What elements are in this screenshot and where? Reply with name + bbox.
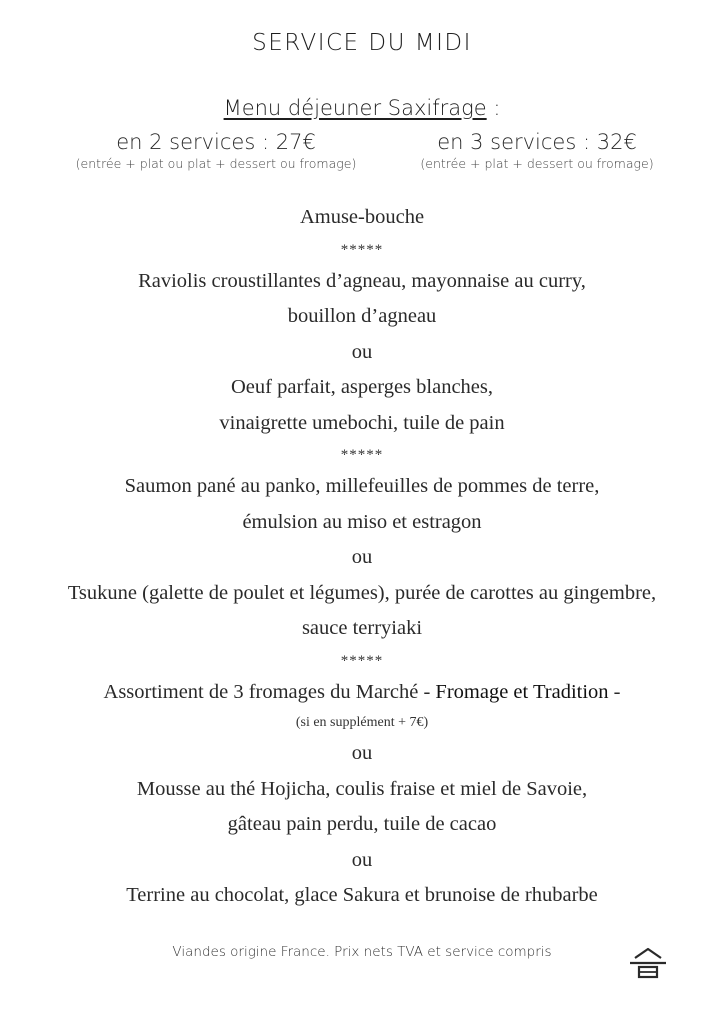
- separator: *****: [340, 241, 384, 258]
- dessert-2: Terrine au chocolat, glace Sakura et brunoise de rhubarbe: [126, 884, 598, 906]
- or-divider: ou: [351, 848, 373, 871]
- cheese-prefix: Assortiment de 3 fromages du Marché -: [103, 680, 436, 703]
- cheese-line: [0, 675, 724, 711]
- starter-1-line-1: Raviolis croustillantes d’agneau, mayonnaise au curry,: [138, 269, 586, 292]
- main-2-line-2: sauce terryiaki: [301, 617, 423, 639]
- main-2-line-1: Tsukune (galette de poulet et légumes), purée de carottes au gingembre,: [67, 581, 657, 604]
- menu-heading-suffix: :: [486, 96, 501, 120]
- main-1-line-1: Saumon pané au panko, millefeuilles de pommes de terre,: [124, 475, 600, 497]
- starter-2-line-2: vinaigrette umebochi, tuile de pain: [219, 411, 505, 434]
- page-title: SERVICE DU MIDI: [252, 30, 472, 56]
- menu-name: Menu déjeuner Saxifrage: [223, 96, 487, 120]
- starter-1-line-2: bouillon d’agneau: [287, 305, 437, 327]
- separator: *****: [340, 447, 384, 463]
- amuse-bouche: Amuse-bouche: [299, 206, 425, 228]
- courses-list: [0, 200, 724, 914]
- menu-heading: [0, 96, 724, 120]
- or-divider: ou: [351, 546, 373, 568]
- footer-note: Viandes origine France. Prix nets TVA et service compris: [172, 944, 552, 960]
- formula-price: en 2 services : 27€: [116, 130, 316, 154]
- formula-3-services: [392, 130, 682, 171]
- house-logo-icon: [628, 946, 668, 980]
- separator: *****: [340, 652, 384, 669]
- cheese-supplement: (si en supplément + 7€): [295, 715, 429, 730]
- formula-detail: (entrée + plat ou plat + dessert ou fromage): [75, 156, 357, 171]
- or-divider: ou: [351, 742, 373, 764]
- formula-2-services: [46, 130, 386, 171]
- starter-2-line-1: Oeuf parfait, asperges blanches,: [230, 376, 494, 398]
- formula-detail: (entrée + plat + dessert ou fromage): [420, 156, 654, 171]
- dessert-1-line-2: gâteau pain perdu, tuile de cacao: [227, 813, 497, 835]
- main-1-line-2: émulsion au miso et estragon: [242, 510, 482, 533]
- dessert-1-line-1: Mousse au thé Hojicha, coulis fraise et miel de Savoie,: [136, 777, 588, 800]
- cheese-suffix: -: [608, 680, 621, 703]
- or-divider: ou: [351, 340, 373, 363]
- cheese-brand: Fromage et Tradition: [435, 680, 609, 703]
- formula-price: en 3 services : 32€: [437, 130, 637, 154]
